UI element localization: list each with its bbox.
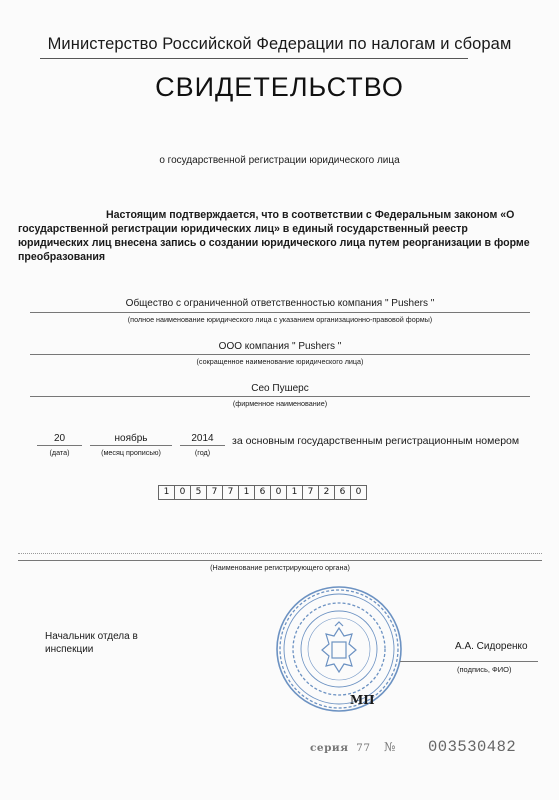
reg-day-line [37,445,82,446]
ogrn-digit: 6 [334,485,351,500]
series-label: серия [310,742,349,754]
ogrn-digit: 1 [158,485,175,500]
ogrn-digit: 7 [302,485,319,500]
statement-paragraph: Настоящим подтверждается, что в соответствии с Федеральным законом «О государственной регистрации юридических лиц» в единый государственный реестр юридических лиц внесена запись о создании юридического лица путем реорганизации в форме преобразования [18,209,530,263]
full-name-caption: (полное наименование юридического лица с указанием организационно-правовой формы) [127,315,433,324]
number-sign: № [384,740,396,754]
reg-month: ноябрь [114,433,148,444]
reg-month-line [90,445,172,446]
ogrn-digit: 1 [286,485,303,500]
reg-day: 20 [53,433,66,444]
reg-year: 2014 [191,433,214,444]
short-name-caption: (сокращенное наименование юридического лица) [196,357,364,366]
document-title: СВИДЕТЕЛЬСТВО [155,72,404,102]
entity-short-name: ООО компания " Pushers " [218,341,342,352]
stamp-label: МП [350,693,375,707]
reg-number-label: за основным государственным регистрационным номером [232,435,520,447]
ogrn-digit: 1 [238,485,255,500]
ogrn-digit: 6 [254,485,271,500]
series-value: 77 [356,742,371,754]
entity-full-name: Общество с ограниченной ответственностью компания " Pushers " [125,298,435,309]
ministry-header: Министерство Российской Федерации по налогам и сборам [47,35,512,53]
ogrn-digit: 5 [190,485,207,500]
ogrn-digit: 0 [174,485,191,500]
reg-month-caption: (месяц прописью) [101,448,161,457]
reg-year-caption: (год) [194,448,211,457]
official-seal-icon [274,584,404,714]
header-rule [40,58,468,59]
ogrn-digit: 7 [222,485,239,500]
brand-name-line [30,396,530,397]
authority-line [18,560,542,561]
ogrn-digit: 2 [318,485,335,500]
signer-name: А.А. Сидоренко [455,641,528,652]
statement-text [18,208,540,264]
reg-year-line [180,445,225,446]
authority-caption: (Наименование регистрирующего органа) [210,563,350,572]
document-number: 003530482 [428,738,517,756]
brand-name-caption: (фирменное наименование) [232,399,328,408]
series-block [310,742,371,754]
ogrn-digit: 0 [270,485,287,500]
ogrn-cells [158,485,366,499]
reg-day-caption: (дата) [49,448,70,457]
signer-position-line2: инспекции [45,644,94,655]
signer-position-line1: Начальник отдела в [45,631,138,642]
ogrn-digit: 7 [206,485,223,500]
authority-dotted-line [18,553,542,554]
short-name-line [30,354,530,355]
signature-line [400,661,538,662]
ogrn-digit: 0 [350,485,367,500]
entity-brand-name: Сео Пушерс [251,383,309,394]
signer-position [45,630,138,656]
document-subtitle: о государственной регистрации юридического лица [159,155,400,166]
full-name-line [30,312,530,313]
signer-name-caption: (подпись, ФИО) [457,665,512,674]
